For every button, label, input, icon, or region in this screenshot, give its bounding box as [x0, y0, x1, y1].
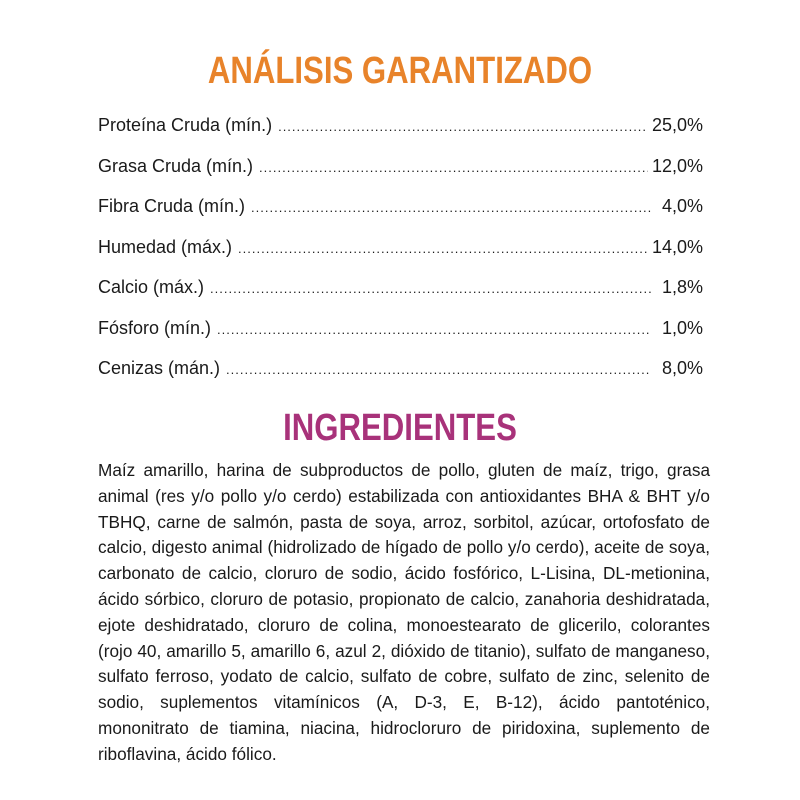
- dot-leader: [226, 350, 651, 391]
- dot-leader: [278, 107, 648, 148]
- analysis-row-label: Cenizas (mán.): [98, 358, 221, 378]
- analysis-title: ANÁLISIS GARANTIZADO: [207, 50, 593, 92]
- analysis-row-value: 12,0%: [651, 155, 703, 176]
- dot-leader: [217, 310, 651, 351]
- analysis-row-label: Calcio (máx.): [98, 277, 205, 297]
- analysis-row-value: 1,0%: [661, 317, 703, 338]
- analysis-row-value: 1,8%: [661, 277, 703, 297]
- dot-leader: [259, 148, 648, 189]
- analysis-row: [98, 267, 703, 308]
- analysis-row: [98, 348, 703, 389]
- analysis-row-label: Humedad (máx.): [98, 236, 233, 257]
- ingredients-title: INGREDIENTES: [283, 407, 517, 449]
- analysis-row: [98, 105, 703, 146]
- analysis-table: [98, 105, 703, 389]
- ingredients-text: Maíz amarillo, harina de subproductos de pollo, gluten de maíz, trigo, grasa animal (res y/o pollo y/o cerdo) estabilizada con antioxidantes BHA & BHT y/o TBHQ, carne de salmón, pasta de soya, arroz, sorbitol, azúcar, ortofosfato de calcio, digesto animal (hidrolizado de hígado de pollo y/o cerdo), aceite de soya, carbonato de calcio, cloruro de sodio, ácido fosfórico, L-Lisina, DL-metionina, ácido sórbico, cloruro de potasio, propionato de calcio, zanahoria deshidratada, ejote deshidratado, cloruro de colina, monoestearato de glicerilo, colorantes (rojo 40, amarillo 5, amarillo 6, azul 2, dióxido de titanio), sulfato de manganeso, sulfato ferroso, yodato de calcio, sulfato de cobre, sulfato de zinc, selenito de sodio, suplementos vitamínicos (A, D-3, E, B-12), ácido pantoténico, mononitrato de tiamina, niacina, hidrocloruro de piridoxina, suplemento de riboflavina, ácido fólico.: [98, 460, 710, 764]
- analysis-row: [98, 146, 703, 187]
- analysis-row: [98, 308, 703, 349]
- analysis-row-value: 4,0%: [661, 196, 703, 216]
- analysis-row-value: 25,0%: [651, 115, 703, 135]
- analysis-row: [98, 186, 703, 227]
- analysis-row: [98, 227, 703, 268]
- analysis-row-value: 14,0%: [651, 236, 703, 257]
- dot-leader: [210, 269, 651, 310]
- analysis-row-value: 8,0%: [661, 358, 703, 378]
- analysis-row-label: Fibra Cruda (mín.): [98, 196, 246, 216]
- analysis-row-label: Grasa Cruda (mín.): [98, 155, 254, 176]
- analysis-row-label: Fósforo (mín.): [98, 317, 212, 338]
- analysis-row-label: Proteína Cruda (mín.): [98, 115, 273, 135]
- dot-leader: [251, 188, 651, 229]
- dot-leader: [238, 229, 648, 270]
